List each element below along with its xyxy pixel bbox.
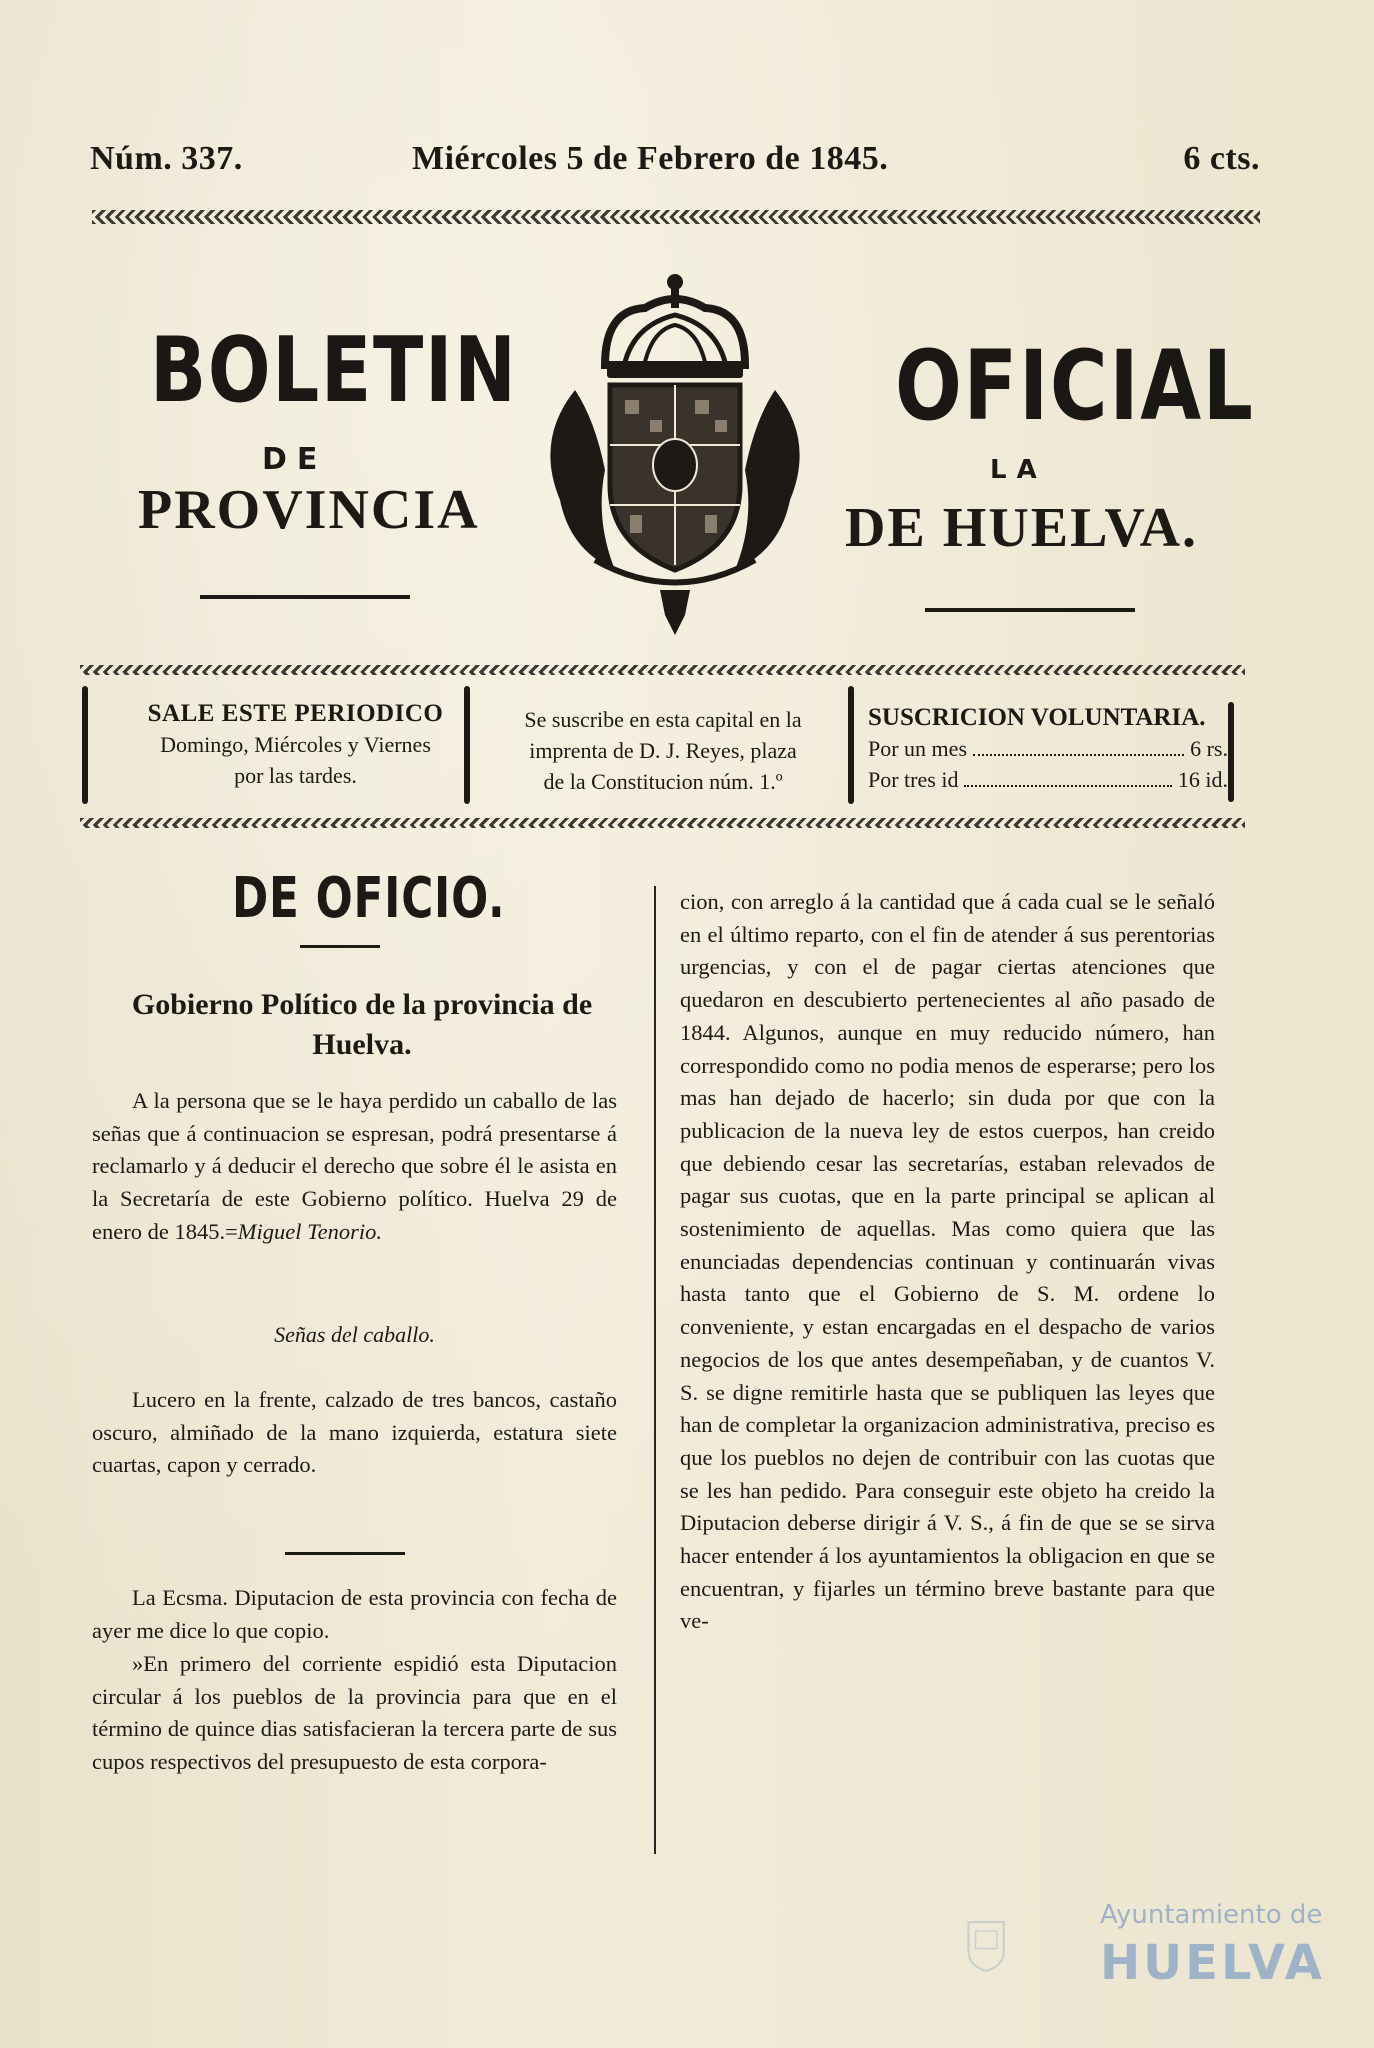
watermark-line2: HUELVA (1100, 1935, 1325, 1991)
price-row-month (868, 733, 1228, 764)
box-bar-middle2 (848, 686, 854, 804)
article-paragraph-1 (92, 1085, 617, 1249)
subscription-bottom-rule (80, 818, 1245, 828)
horse-description-title: Señas del caballo. (274, 1322, 435, 1347)
masthead-rule-left (200, 595, 410, 599)
article-paragraph-4: »En primero del corriente espidió esta Diputacion circular á los pueblos de la provincia para que en el término de quince dias satisfacieran la tercera parte de sus cupos respectivos del presupuesto de esta corpora- (92, 1651, 617, 1775)
box-bar-left (82, 686, 88, 804)
subscription-place-line3: de la Constitucion núm. 1.º (543, 769, 783, 794)
box-bar-right (1228, 702, 1234, 802)
section-ornament (300, 945, 380, 948)
coat-of-arms-icon (535, 270, 815, 640)
column-divider (654, 886, 656, 1854)
ayuntamiento-shield-icon (965, 1870, 1085, 2020)
subscription-box (78, 672, 1243, 822)
price-row-month-value: 6 rs. (1190, 736, 1228, 761)
article-paragraph-1-text: A la persona que se le haya perdido un caballo de las señas que á continuacion se espresan, podrá presentarse á reclamarlo y á deducir el derecho que sobre él le asista en la Secretaría de este Gobierno político. Huelva 29 de enero de 1845.= (92, 1088, 617, 1244)
subscription-place-line2: imprenta de D. J. Reyes, plaza (529, 738, 797, 763)
publication-days-text: Domingo, Miércoles y Viernes (160, 732, 431, 757)
box-bar-middle1 (464, 686, 470, 804)
section-title: DE OFICIO. (232, 866, 506, 931)
price-row-month-label: Por un mes (868, 736, 967, 761)
masthead-de: DE (262, 442, 328, 477)
publication-title: SALE ESTE PERIODICO (147, 700, 444, 727)
price-row-quarter-value: 16 id. (1177, 767, 1228, 792)
masthead-oficial: OFICIAL (895, 330, 1255, 442)
article-separator (285, 1552, 405, 1555)
masthead-provincia: PROVINCIA (138, 479, 480, 541)
issue-header (90, 140, 1260, 190)
price-row-quarter (868, 764, 1228, 795)
issue-number: Núm. 337. (90, 140, 243, 177)
publication-time-text: por las tardes. (234, 763, 357, 788)
article-continuation: cion, con arreglo á la cantidad que á cada cual se le señaló en el último reparto, con el fin de atender á sus perentorias urgencias, y con el de pagar ciertas atenciones que quedaron en descubierto pertenecientes al año pasado de 1844. Algunos, aunque en muy reducido número, han correspondido como no podia menos de esperarse; pero los mas han dejado de hacerlo; sin duda por que con la publicacion de la nueva ley de estos cuerpos, han creido que debiendo cesar las secretarías, estaban relevados de pagar sus cuotas, que en la parte principal se aplican al sostenimiento de aquellas. Mas como quiera que las enunciadas dependencias continuan y continuarán vivas hasta tanto que el Gobierno de S. M. ordene lo conveniente, y estan encargadas en el despacho de varios negocios de los que antes desempeñaban, y de cuantos V. S. se digne remitirle hasta que se publiquen las leyes que han de completar la organizacion administrativa, preciso es que los pueblos no dejen de contribuir con las cuotas que se les han pedido. Para conseguir este objeto ha creido la Diputacion deberse dirigir á V. S., á fin de que se se sirva hacer entender á los ayuntamientos la obligacion en que se encuentran, y fijarles un término breve bastante para que ve- (680, 889, 1215, 1634)
masthead-rule-right (925, 608, 1135, 612)
masthead-huelva: DE HUELVA. (845, 497, 1199, 559)
watermark-line1: Ayuntamiento de (1100, 1900, 1323, 1930)
publication-days (98, 698, 493, 791)
subscription-prices (868, 702, 1228, 795)
masthead-la: LA (990, 455, 1047, 485)
article-paragraph-2: Lucero en la frente, calzado de tres bancos, castaño oscuro, almiñado de la mano izquierda, estatura siete cuartas, capon y cerrado. (92, 1387, 617, 1478)
header-ornament-rule (92, 210, 1260, 224)
subscription-place (473, 704, 853, 797)
issue-price: 6 cts. (1183, 140, 1260, 177)
article-signature: Miguel Tenorio. (237, 1218, 382, 1244)
article-heading: Gobierno Político de la provincia de Huelva. (131, 988, 593, 1061)
masthead-boletin: BOLETIN (150, 318, 518, 423)
price-row-quarter-label: Por tres id (868, 767, 959, 792)
article-paragraph-3: La Ecsma. Diputacion de esta provincia con fecha de ayer me dice lo que copio. (92, 1585, 617, 1643)
issue-date: Miércoles 5 de Febrero de 1845. (412, 140, 889, 177)
subscription-prices-title: SUSCRICION VOLUNTARIA. (868, 704, 1206, 731)
subscription-place-line1: Se suscribe en esta capital en la (524, 707, 802, 732)
